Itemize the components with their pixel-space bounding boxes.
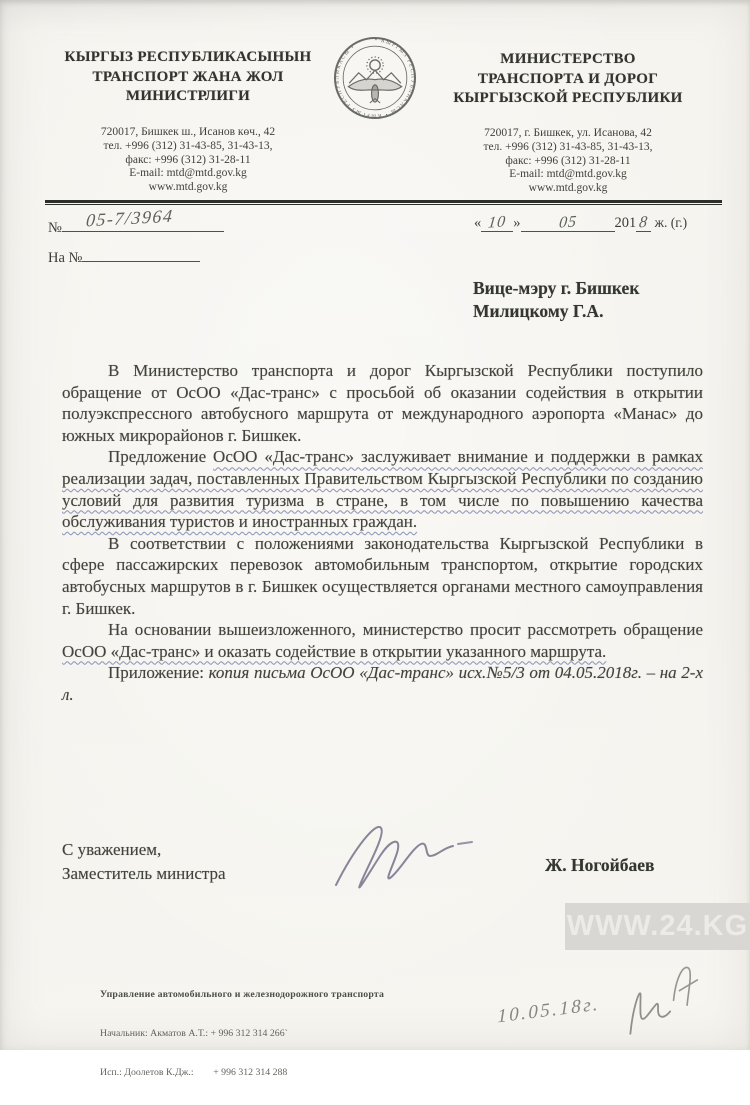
date-month-slot xyxy=(521,214,615,232)
attachment-paragraph xyxy=(62,662,703,705)
signer-name: Ж. Ногойбаев xyxy=(545,855,655,875)
org-name-kyrgyz xyxy=(38,48,338,107)
handwritten-day: 10 xyxy=(487,213,508,232)
address-line: 720017, Бишкек ш., Исанов көч., 42 xyxy=(100,126,276,138)
paragraph-2-lead: Предложение xyxy=(108,447,214,467)
footer-department: Управление автомобильного и железнодорожного транспорта xyxy=(100,989,385,1000)
date-year-slot xyxy=(636,214,651,232)
paragraph-4-pen-underlined: ОсОО «Дас-транс» и оказать содействие в открытии указанного маршрута. xyxy=(62,641,607,661)
reply-label: На № xyxy=(48,250,83,266)
address-line: тел. +996 (312) 31-43-85, 31-43-13, xyxy=(103,139,273,152)
letterhead-divider-rule xyxy=(45,200,722,205)
address-line: факс: +996 (312) 31-28-11 xyxy=(505,154,631,167)
closing-regards: С уважением, xyxy=(62,840,162,859)
date-year-printed: 201 xyxy=(614,215,637,231)
org-name-russian xyxy=(418,50,718,109)
addressee-name: Милицкому Г.А. xyxy=(473,300,604,321)
addressee-block xyxy=(473,277,639,322)
minister-signature-ink xyxy=(322,815,482,900)
paragraph-2-pen-underlined: ОсОО «Дас-транс» заслуживает внимание и поддержки в рамках реализации задач, поставленных Правительством Кыргызской Республики по созданию условий для развития туризма в стране, в том числе по повышению качества обслуживания туристов и иностранных граждан. xyxy=(62,447,703,532)
date-open-quote: « xyxy=(474,215,482,231)
handwritten-note-date: 10.05.18г. xyxy=(497,993,601,1028)
org-name-kyrgyz-line: ТРАНСПОРТ ЖАНА ЖОЛ xyxy=(92,68,284,85)
svg-text:• КЫРГЫЗ РЕСПУБЛИКАСЫ • КЫРГЫЗ xyxy=(334,37,415,118)
handwritten-outgoing-number: 05-7/3964 xyxy=(85,205,175,231)
date-close-quote: » xyxy=(513,215,521,231)
org-name-russian-line: ТРАНСПОРТА И ДОРОГ xyxy=(477,70,659,87)
org-name-kyrgyz-line: МИНИСТРЛИГИ xyxy=(125,88,251,104)
address-line: тел. +996 (312) 31-43-85, 31-43-13, xyxy=(483,140,653,153)
footer-executor-contact: Исп.: Доолетов К.Дж.: + 996 312 314 288 xyxy=(100,1067,288,1078)
org-name-russian-line: МИНИСТЕРСТВО xyxy=(500,51,636,67)
paragraph-4-lead: На основании вышеизложенного, министерство просит рассмотреть обращение xyxy=(108,620,703,640)
executor-footer xyxy=(100,962,384,1105)
handwritten-initials-ink xyxy=(605,956,729,1051)
news-agency-watermark xyxy=(565,903,750,950)
address-line: www.mtd.gov.kg xyxy=(148,181,228,194)
address-block-russian xyxy=(418,127,718,196)
paragraph-3: В соответствии с положениями законодательства Кыргызской Республики в сфере пассажирских перевозок автомобильным транспортом, открытие городских автобусных маршрутов в г. Бишкек осуществляется органами местного самоуправления г. Бишкек. xyxy=(62,533,703,618)
handwritten-year-digit: 8 xyxy=(638,213,650,232)
date-row xyxy=(474,214,687,232)
reply-blank-line xyxy=(82,246,200,262)
letter-body xyxy=(62,360,703,706)
paragraph-1: В Министерство транспорта и дорог Кыргызской Республики поступило обращение от ОсОО «Дас-транс» с просьбой об оказании содействия в открытии полуэкспрессного автобусного маршрута от международного аэропорта «Манас» до южных микрорайонов г. Бишкек. xyxy=(62,361,703,445)
org-name-russian-line: КЫРГЫЗСКОЙ РЕСПУБЛИКИ xyxy=(453,90,683,106)
closing-title: Заместитель министра xyxy=(62,864,226,883)
attachment-label: Приложение: xyxy=(108,663,209,683)
address-line: E-mail: mtd@mtd.gov.kg xyxy=(129,167,247,180)
watermark-text: WWW.24.KG xyxy=(566,910,749,942)
date-day-slot xyxy=(481,214,513,232)
state-emblem-seal-icon xyxy=(332,34,418,122)
number-label: № xyxy=(48,220,62,236)
org-name-kyrgyz-line: КЫРГЫЗ РЕСПУБЛИКАСЫНЫН xyxy=(64,49,312,65)
date-suffix: ж. (г.) xyxy=(651,215,688,230)
address-line: факс: +996 (312) 31-28-11 xyxy=(125,153,251,166)
addressee-position: Вице-мэру г. Бишкек xyxy=(473,278,640,298)
attachment-text: копия письма ОсОО «Дас-транс» исх.№5/3 от 04.05.2018г. – на 2-х л. xyxy=(62,663,704,704)
address-line: www.mtd.gov.kg xyxy=(528,182,608,195)
paragraph-2 xyxy=(62,446,703,532)
address-line: E-mail: mtd@mtd.gov.kg xyxy=(509,168,627,181)
closing-block xyxy=(62,838,226,886)
emblem-ring-text: • КЫРГЫЗ РЕСПУБЛИКАСЫ • КЫРГЫЗ РЕСПУБЛИКАСЫ • xyxy=(334,37,416,119)
reply-number-row xyxy=(48,246,200,267)
address-block-kyrgyz xyxy=(38,126,338,195)
address-line: 720017, г. Бишкек, ул. Исанова, 42 xyxy=(484,127,652,139)
footer-chief-contact: Начальник: Акматов А.Т.: + 996 312 314 266` xyxy=(100,1028,288,1039)
paragraph-4 xyxy=(62,619,703,662)
handwritten-month: 05 xyxy=(557,213,578,232)
